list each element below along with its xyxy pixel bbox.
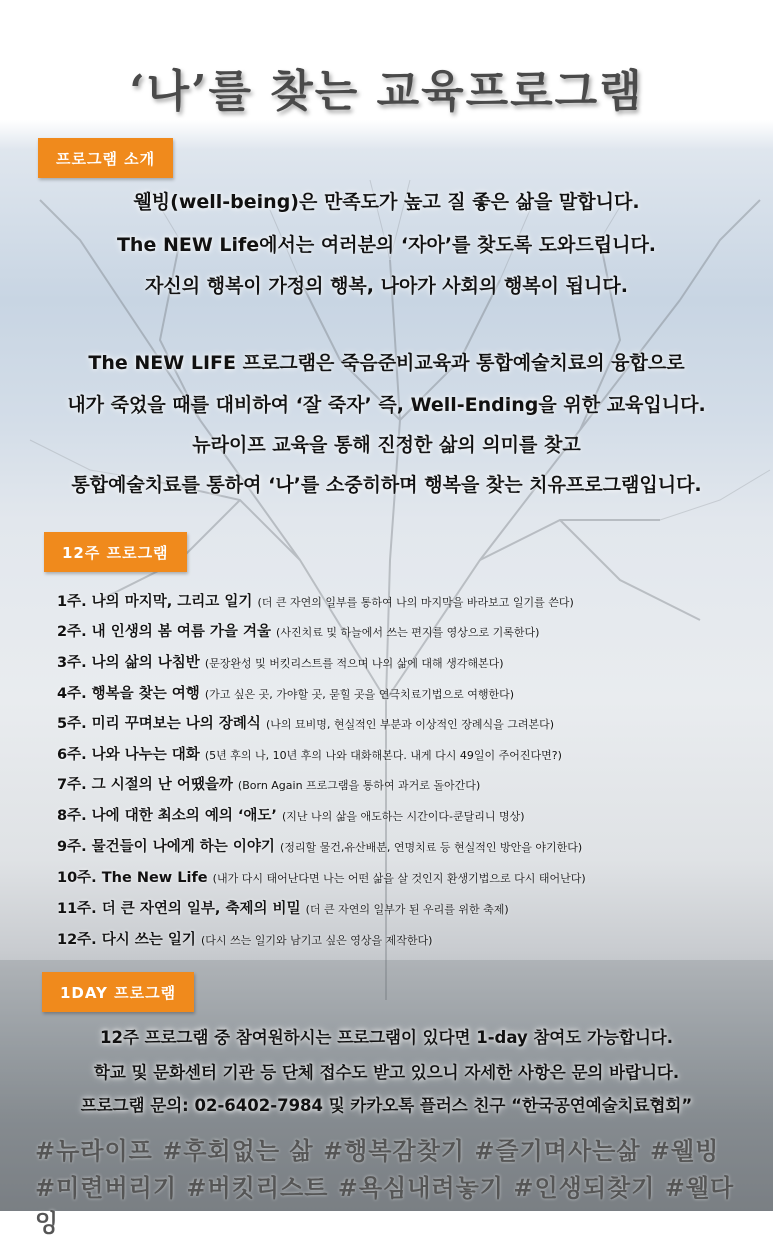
week-title: 11주. 더 큰 자연의 일부, 축제의 비밀: [57, 901, 301, 917]
week-item: [57, 743, 767, 764]
oneday-line: 12주 프로그램 중 참여원하시는 프로그램이 있다면 1-day 참여도 가능합니다.: [100, 1028, 673, 1047]
oneday-line: 프로그램 문의: 02-6402-7984 및 카카오톡 플러스 친구 “한국공연예술치료협회”: [80, 1096, 693, 1115]
week-item: [57, 866, 767, 887]
week-desc: (가고 싶은 곳, 가야할 곳, 묻힐 곳을 연극치료기법으로 여행한다): [204, 688, 515, 701]
week-title: 8주. 나에 대한 최소의 예의 ‘애도’: [57, 808, 277, 824]
week-title: 5주. 미리 꾸며보는 나의 장례식: [57, 716, 261, 732]
week-item: [57, 682, 767, 703]
week-desc: (나의 묘비명, 현실적인 부분과 이상적인 장례식을 그려본다): [265, 718, 555, 731]
week-desc: (지난 나의 삶을 애도하는 시간이다-쿤달리니 명상): [282, 810, 525, 823]
week-item: [57, 712, 767, 733]
week-title: 10주. The New Life: [57, 870, 208, 886]
week-desc: (다시 쓰는 일기와 남기고 싶은 영상을 제작한다): [200, 934, 433, 947]
hashtag-line: #미련버리기 #버킷리스트 #욕심내려놓기 #인생되찾기 #웰다잉: [35, 1174, 735, 1237]
week-title: 7주. 그 시절의 난 어땠을까: [57, 777, 233, 793]
intro-line: 통합예술치료를 통하여 ‘나’를 소중히하며 행복을 찾는 치유프로그램입니다.: [71, 474, 702, 496]
week-desc: (정리할 물건,유산배분, 연명치료 등 현실적인 방안을 야기한다): [279, 841, 583, 854]
page-title: ‘나’를 찾는 교육프로그램: [129, 66, 644, 117]
week-item: [57, 620, 767, 641]
week-title: 9주. 물건들이 나에게 하는 이야기: [57, 839, 275, 855]
intro-line: The NEW Life에서는 여러분의 ‘자아’를 찾도록 도와드립니다.: [116, 234, 657, 256]
week-title: 4주. 행복을 찾는 여행: [57, 686, 200, 702]
week-item: [57, 835, 767, 856]
week-desc: (사진치료 및 하늘에서 쓰는 편지를 영상으로 기록한다): [276, 626, 540, 639]
section-tag-intro: 프로그램 소개: [38, 138, 173, 178]
week-desc: (내가 다시 태어난다면 나는 어떤 삶을 살 것인지 환생기법으로 다시 태어난다): [212, 872, 586, 885]
week-title: 6주. 나와 나누는 대화: [57, 747, 200, 763]
section-tag-oneday: 1DAY 프로그램: [42, 972, 194, 1012]
oneday-line: 학교 및 문화센터 기관 등 단체 접수도 받고 있으니 자세한 사항은 문의 바랍니다.: [93, 1063, 680, 1082]
section-tag-weeks: 12주 프로그램: [44, 532, 187, 572]
week-desc: (Born Again 프로그램을 통하여 과거로 돌아간다): [237, 779, 481, 792]
intro-line: 내가 죽었을 때를 대비하여 ‘잘 죽자’ 즉, Well-Ending을 위한 교육입니다.: [67, 394, 706, 416]
week-item: [57, 651, 767, 672]
week-title: 3주. 나의 삶의 나침반: [57, 655, 200, 671]
week-title: 1주. 나의 마지막, 그리고 일기: [57, 594, 253, 610]
week-desc: (문장완성 및 버킷리스트를 적으며 나의 삶에 대해 생각해본다): [204, 657, 504, 670]
week-item: [57, 804, 767, 825]
week-title: 12주. 다시 쓰는 일기: [57, 932, 196, 948]
week-title: 2주. 내 인생의 봄 여름 가을 겨울: [57, 624, 271, 640]
hashtag-line: #뉴라이프 #후회없는 삶 #행복감찾기 #즐기며사는삶 #웰빙: [35, 1137, 720, 1165]
week-desc: (5년 후의 나, 10년 후의 나와 대화해본다. 내게 다시 49일이 주어진다면?): [204, 749, 562, 762]
intro-line: 웰빙(well-being)은 만족도가 높고 질 좋은 삶을 말합니다.: [133, 191, 640, 213]
intro-line: The NEW LIFE 프로그램은 죽음준비교육과 통합예술치료의 융합으로: [88, 352, 685, 374]
week-item: [57, 928, 767, 949]
week-item: [57, 590, 767, 611]
week-desc: (더 큰 자연의 일부를 통하여 나의 마지막을 바라보고 일기를 쓴다): [257, 596, 574, 609]
intro-line: 뉴라이프 교육을 통해 진정한 삶의 의미를 찾고: [192, 434, 581, 456]
intro-line: 자신의 행복이 가정의 행복, 나아가 사회의 행복이 됩니다.: [145, 275, 628, 297]
week-desc: (더 큰 자연의 일부가 된 우리를 위한 축제): [305, 903, 509, 916]
week-item: [57, 773, 767, 794]
week-item: [57, 897, 767, 918]
